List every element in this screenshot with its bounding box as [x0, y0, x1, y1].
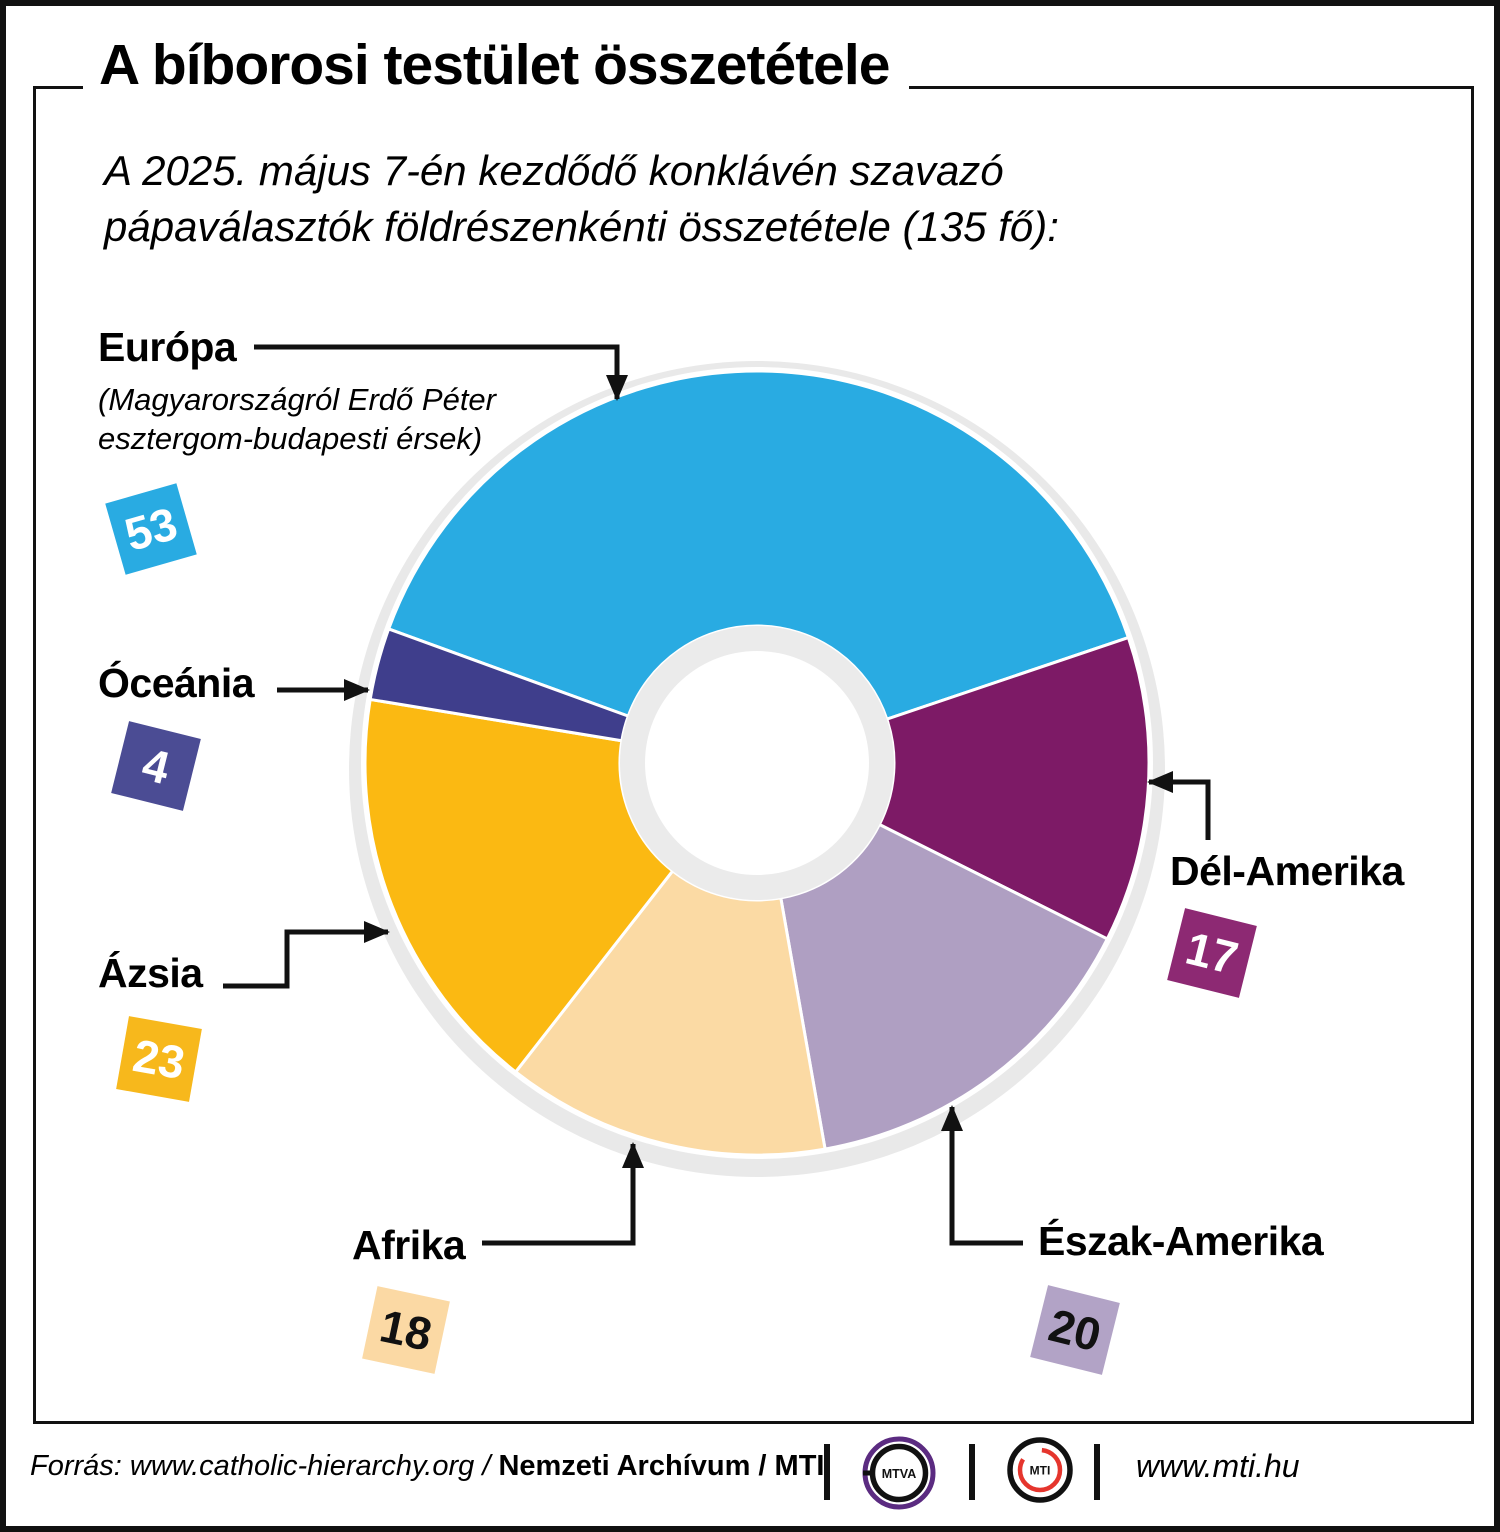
arrow-eszak-amerika — [952, 1107, 1023, 1243]
source-credit — [30, 1450, 824, 1483]
footer-separator — [824, 1444, 830, 1500]
value-badge-del-amerika: 17 — [1167, 908, 1257, 998]
label-oceania: Óceánia — [98, 660, 255, 706]
label-europa-note — [98, 380, 496, 458]
value-badge-europa: 53 — [105, 483, 197, 575]
label-azsia: Ázsia — [98, 950, 203, 996]
footer-website: www.mti.hu — [1136, 1448, 1300, 1484]
chart-center-hole — [645, 651, 869, 875]
source-credit-bold: Nemzeti Archívum / MTI — [498, 1450, 825, 1482]
label-eszak-amerika: Észak-Amerika — [1038, 1218, 1324, 1264]
europa-note-line-1: (Magyarországról Erdő Péter — [98, 382, 496, 417]
title-block — [83, 30, 909, 108]
subtitle-line-2: pápaválasztók földrészenkénti összetétele (135 fő): — [104, 203, 1059, 250]
value-badge-afrika: 18 — [362, 1286, 450, 1374]
mti-logo-text: MTI — [1029, 1463, 1051, 1478]
arrow-afrika — [482, 1144, 633, 1243]
page-title: A bíborosi testület összetétele — [99, 33, 890, 97]
value-badge-oceania: 4 — [111, 721, 201, 811]
arrow-azsia — [223, 932, 388, 986]
mti-logo-icon — [1004, 1434, 1076, 1506]
value-badge-azsia: 23 — [116, 1016, 202, 1102]
value-badge-eszak-amerika: 20 — [1030, 1285, 1120, 1375]
subtitle — [104, 143, 1059, 255]
label-del-amerika: Dél-Amerika — [1170, 848, 1404, 894]
footer-bar — [0, 1421, 1500, 1526]
label-afrika: Afrika — [352, 1222, 466, 1268]
mtva-logo-icon — [860, 1434, 938, 1512]
subtitle-line-1: A 2025. május 7-én kezdődő konklávén szavazó — [104, 147, 1004, 194]
europa-note-line-2: esztergom-budapesti érsek) — [98, 421, 483, 456]
mtva-logo-text: MTVA — [881, 1467, 917, 1481]
footer-separator — [1094, 1444, 1100, 1500]
label-europa: Európa — [98, 324, 237, 370]
footer-separator — [969, 1444, 975, 1500]
source-credit-italic: Forrás: www.catholic-hierarchy.org / — [30, 1450, 499, 1482]
